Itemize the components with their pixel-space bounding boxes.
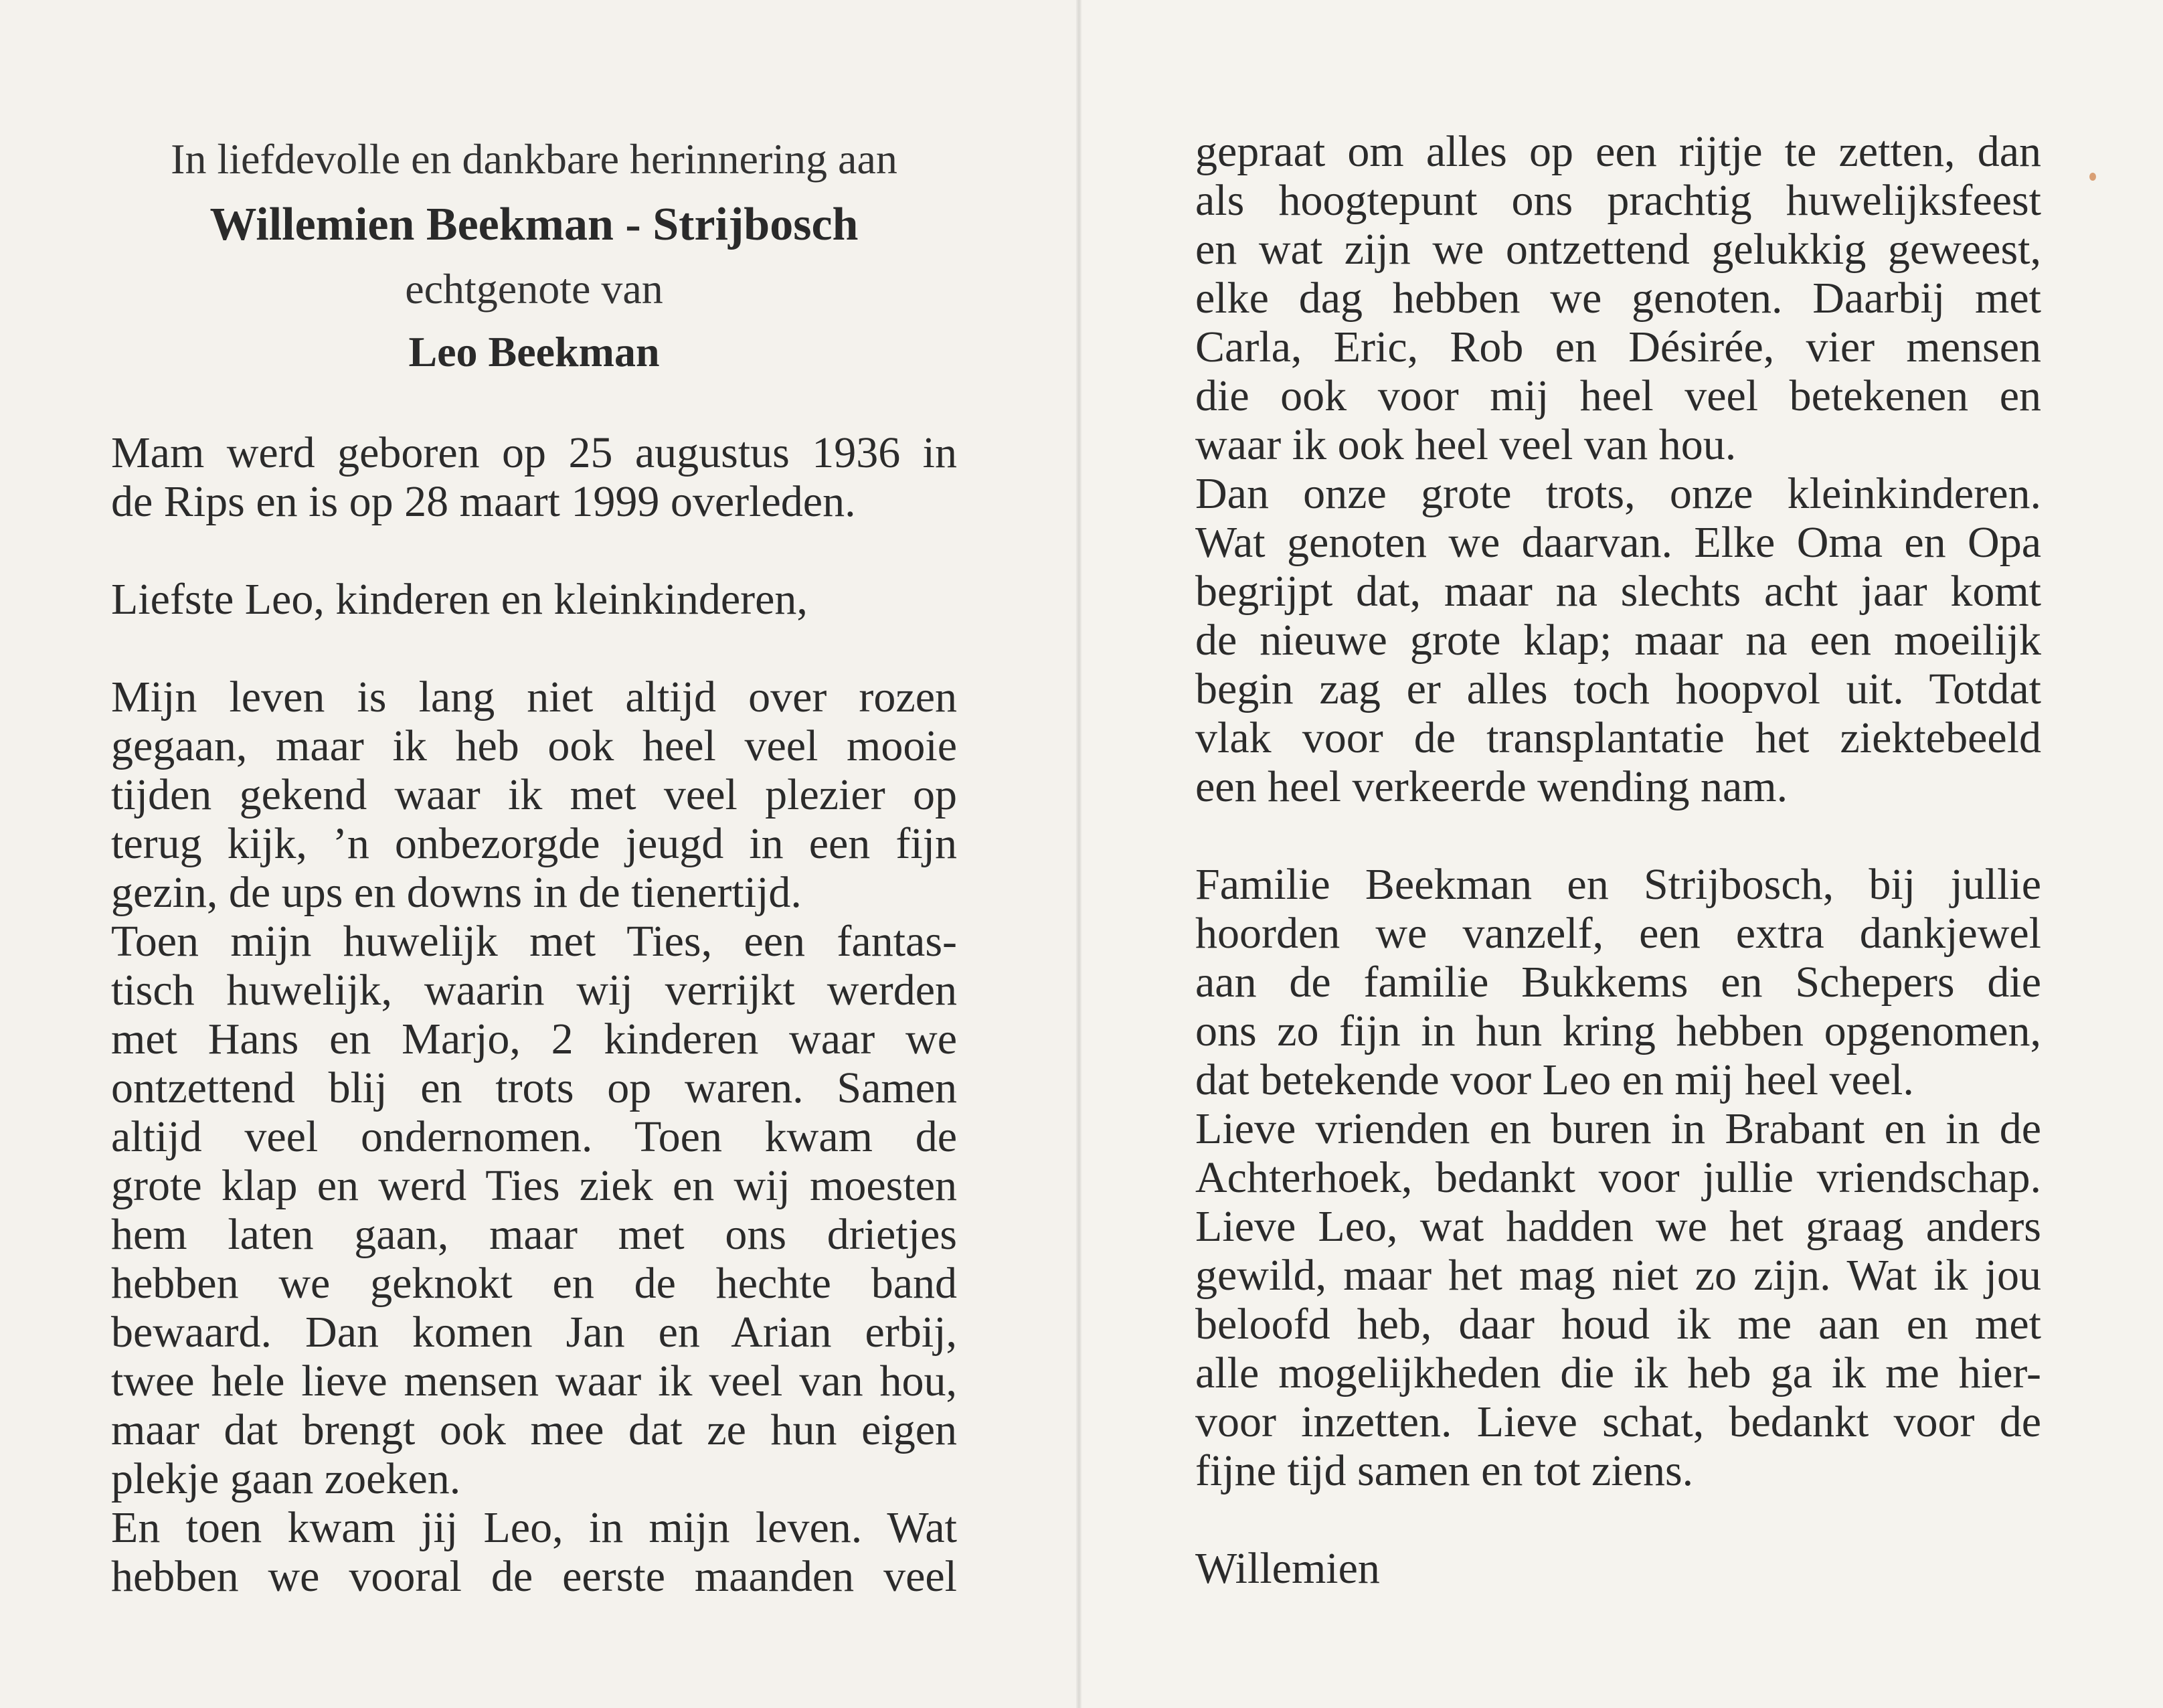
- text-line: Familie Beekman en Strijbosch, bij jullie: [1195, 860, 2041, 909]
- text-line: Toen mijn huwelijk met Ties, een fantas-: [111, 917, 957, 966]
- text-line: die ook voor mij heel veel betekenen en: [1195, 371, 2041, 420]
- text-line: Lieve vrienden en buren in Brabant en in de: [1195, 1104, 2041, 1153]
- text-line: Dan onze grote trots, onze kleinkinderen.: [1195, 469, 2041, 518]
- text-line: dat betekende voor Leo en mij heel veel.: [1195, 1055, 1914, 1104]
- text-line: hoorden we vanzelf, een extra dankjewel: [1195, 909, 2041, 958]
- text-line: met Hans en Marjo, 2 kinderen waar we: [111, 1015, 957, 1063]
- text-line: aan de familie Bukkems en Schepers die: [1195, 958, 2041, 1007]
- text-line: grote klap en werd Ties ziek en wij moesten: [111, 1161, 957, 1210]
- text-line: voor inzetten. Lieve schat, bedankt voor de: [1195, 1397, 2041, 1446]
- text-line: Mam werd geboren op 25 augustus 1936 in: [111, 428, 957, 477]
- text-line: bewaard. Dan komen Jan en Arian erbij,: [111, 1308, 957, 1357]
- text-line: als hoogtepunt ons prachtig huwelijksfeest: [1195, 176, 2041, 225]
- body-paragraph-right-1: [1195, 127, 2041, 811]
- spouse-name: Leo Beekman: [408, 328, 660, 375]
- paper-stain: [2089, 173, 2096, 181]
- text-line: gegaan, maar ik heb ook heel veel mooie: [111, 721, 957, 770]
- text-line: een heel verkeerde wending nam.: [1195, 762, 1788, 811]
- text-line: vlak voor de transplantatie het ziektebeeld: [1195, 713, 2041, 762]
- text-line: ons zo fijn in hun kring hebben opgenomen,: [1195, 1007, 2041, 1055]
- text-line: Liefste Leo, kinderen en kleinkinderen,: [111, 575, 808, 624]
- spouse-intro: echtgenote van: [405, 265, 663, 313]
- text-line: alle mogelijkheden die ik heb ga ik me hier-: [1195, 1349, 2041, 1397]
- memorial-intro: In liefdevolle en dankbare herinnering aan: [171, 135, 897, 183]
- signature: Willemien: [1195, 1544, 1380, 1593]
- text-line: begrijpt dat, maar na slechts acht jaar komt: [1195, 567, 2041, 616]
- text-line: Mijn leven is lang niet altijd over rozen: [111, 673, 957, 721]
- text-line: Lieve Leo, wat hadden we het graag anders: [1195, 1202, 2041, 1251]
- left-column: [111, 127, 957, 1601]
- text-line: gewild, maar het mag niet zo zijn. Wat ik jou: [1195, 1251, 2041, 1300]
- text-line: Carla, Eric, Rob en Désirée, vier mensen: [1195, 323, 2041, 371]
- deceased-name: Willemien Beekman - Strijbosch: [209, 199, 859, 250]
- card-fold: [1076, 0, 1082, 1708]
- text-line: waar ik ook heel veel van hou.: [1195, 420, 1737, 469]
- text-line: hebben we vooral de eerste maanden veel: [111, 1552, 957, 1601]
- signature-block: [1195, 1544, 2041, 1593]
- text-line: gezin, de ups en downs in de tienertijd.: [111, 868, 802, 917]
- text-line: de Rips en is op 28 maart 1999 overleden.: [111, 477, 856, 526]
- text-line: beloofd heb, daar houd ik me aan en met: [1195, 1300, 2041, 1349]
- text-line: hem laten gaan, maar met ons drietjes: [111, 1210, 957, 1259]
- salutation: [111, 575, 957, 624]
- text-line: twee hele lieve mensen waar ik veel van hou,: [111, 1357, 957, 1405]
- body-paragraph-left: [111, 673, 957, 1601]
- text-line: de nieuwe grote klap; maar na een moeilijk: [1195, 616, 2041, 665]
- text-line: En toen kwam jij Leo, in mijn leven. Wat: [111, 1503, 957, 1552]
- right-column: [1195, 127, 2041, 1593]
- text-line: elke dag hebben we genoten. Daarbij met: [1195, 274, 2041, 323]
- text-line: begin zag er alles toch hoopvol uit. Totdat: [1195, 665, 2041, 713]
- text-line: Wat genoten we daarvan. Elke Oma en Opa: [1195, 518, 2041, 567]
- text-line: gepraat om alles op een rijtje te zetten, dan: [1195, 127, 2041, 176]
- text-line: hebben we geknokt en de hechte band: [111, 1259, 957, 1308]
- text-line: plekje gaan zoeken.: [111, 1454, 461, 1503]
- text-line: fijne tijd samen en tot ziens.: [1195, 1446, 1694, 1495]
- text-line: altijd veel ondernomen. Toen kwam de: [111, 1112, 957, 1161]
- text-line: terug kijk, ’n onbezorgde jeugd in een fijn: [111, 819, 957, 868]
- text-line: ontzettend blij en trots op waren. Samen: [111, 1063, 957, 1112]
- text-line: en wat zijn we ontzettend gelukkig geweest,: [1195, 225, 2041, 274]
- text-line: maar dat brengt ook mee dat ze hun eigen: [111, 1405, 957, 1454]
- text-line: tijden gekend waar ik met veel plezier op: [111, 770, 957, 819]
- body-paragraph-right-2: [1195, 860, 2041, 1495]
- text-line: Achterhoek, bedankt voor jullie vriendschap.: [1195, 1153, 2041, 1202]
- text-line: tisch huwelijk, waarin wij verrijkt werden: [111, 966, 957, 1015]
- birth-death-paragraph: [111, 428, 957, 526]
